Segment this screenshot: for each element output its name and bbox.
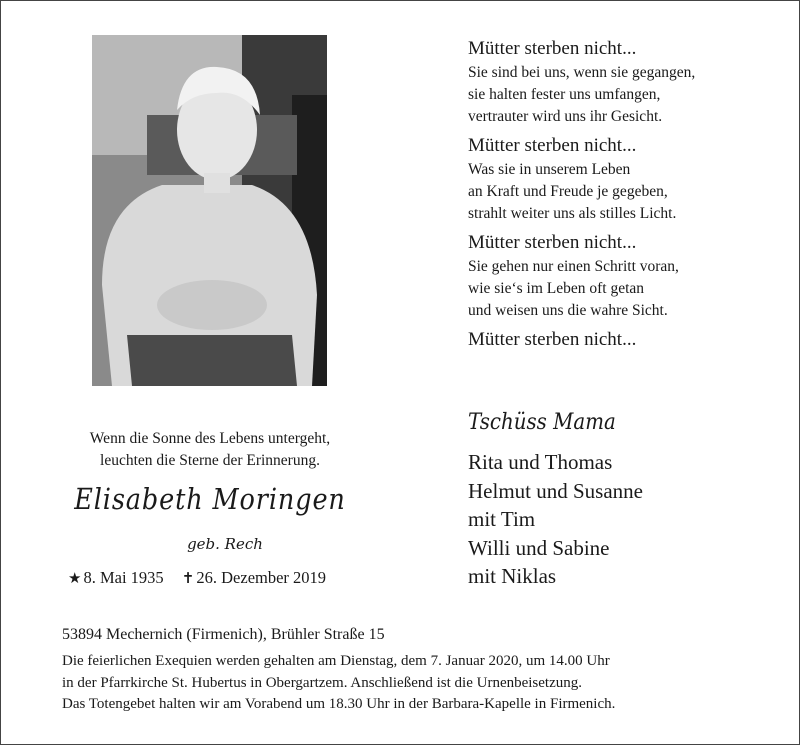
maiden-name: geb. Rech [187,535,263,553]
quote-line: leuchten die Sterne der Erinnerung. [100,452,320,469]
family-member: Rita und Thomas [468,450,613,474]
poem [468,36,768,358]
quote-line: Wenn die Sonne des Lebens untergeht, [89,430,331,447]
poem-stanza [468,230,768,322]
life-dates [68,567,388,590]
poem-stanza [468,36,768,128]
death-date: 26. Dezember 2019 [196,568,327,587]
poem-line: Was sie in unserem Leben [468,161,631,178]
stanza-heading: Mütter sterben nicht... [468,232,637,253]
poem-line: Sie sind bei uns, wenn sie gegangen, [468,64,696,81]
cross-icon: ✝ [181,571,195,587]
poem-line: wie sie‘s im Leben oft getan [468,280,645,297]
address: 53894 Mechernich (Firmenich), Brühler Straße 15 [62,626,385,643]
family-member: mit Niklas [468,564,557,588]
deceased-name: Elisabeth Moringen [74,482,346,516]
family-member: mit Tim [468,507,536,531]
service-notice [62,651,762,716]
farewell-heading: Tschüss Mama [468,410,616,435]
poem-line: und weisen uns die wahre Sicht. [468,302,668,319]
stanza-heading: Mütter sterben nicht... [468,38,637,59]
notice-line: in der Pfarrkirche St. Hubertus in Obergartzem. Anschließend ist die Urnenbeisetzung. [62,674,582,691]
birth-date: 8. Mai 1935 [83,568,164,587]
stanza-heading: Mütter sterben nicht... [468,135,637,156]
poem-stanza [468,133,768,225]
family-list [468,448,768,591]
poem-stanza [468,327,768,353]
portrait-photo [92,35,327,386]
poem-line: vertrauter wird uns ihr Gesicht. [468,108,663,125]
poem-line: an Kraft und Freude je gegeben, [468,183,668,200]
star-icon: ★ [68,571,82,587]
poem-line: strahlt weiter uns als stilles Licht. [468,205,677,222]
memorial-quote [40,428,380,472]
notice-line: Das Totengebet halten wir am Vorabend um 18.30 Uhr in der Barbara-Kapelle in Firmenich. [62,696,616,712]
poem-line: sie halten fester uns umfangen, [468,86,661,103]
poem-line: Sie gehen nur einen Schritt voran, [468,258,679,275]
family-member: Helmut und Susanne [468,478,643,503]
stanza-heading: Mütter sterben nicht... [468,329,637,350]
portrait-illustration [92,35,327,386]
notice-line: Die feierlichen Exequien werden gehalten am Dienstag, dem 7. Januar 2020, um 14.00 Uhr [62,653,610,669]
family-member: Willi und Sabine [468,535,610,560]
